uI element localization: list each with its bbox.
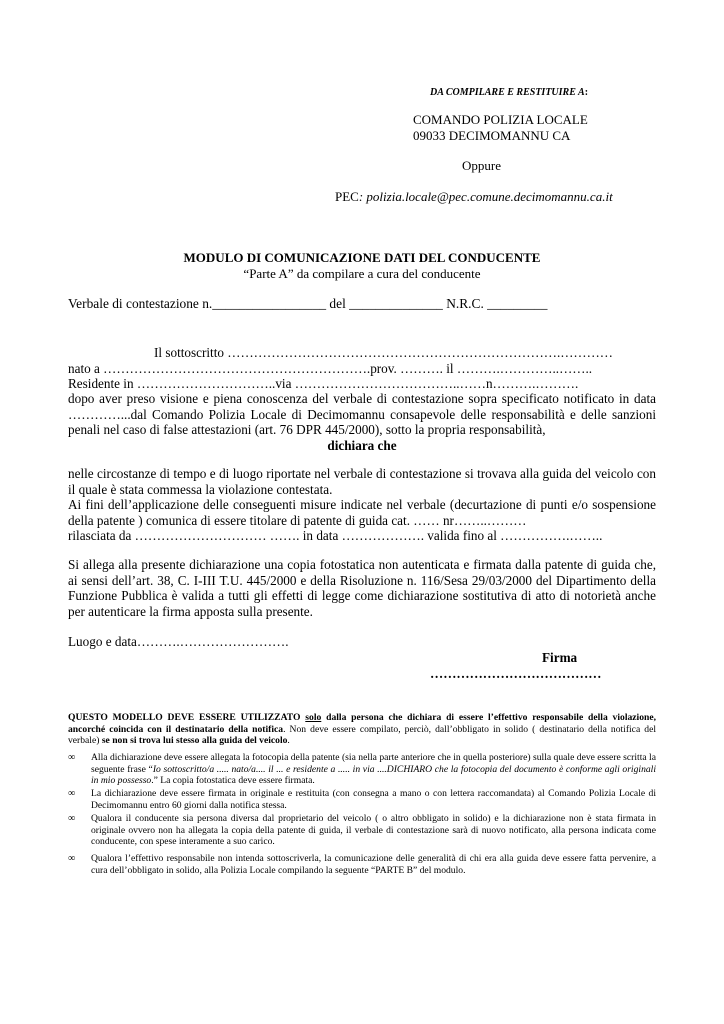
verbale-line: Verbale di contestazione n._________________ del ______________ N.R.C. _________ xyxy=(68,296,548,311)
firma-line: ………………………………… xyxy=(430,666,602,681)
form-title: MODULO DI COMUNICAZIONE DATI DEL CONDUCENTE xyxy=(183,250,541,265)
license-paragraph: Ai fini dell’applicazione delle conseguenti misure indicate nel verbale (decurtazione di punti e/o sospensione della patente ) comunica di essere titolare di patente di guida cat. …… nr……..……… xyxy=(68,497,656,528)
luogo-data-line: Luogo e data……….……………………. xyxy=(68,634,289,649)
nato-line: nato a …………………………………………………….prov. ………. il ……….…………..…….. xyxy=(68,361,593,376)
bullet-icon: ∞ xyxy=(68,788,76,799)
note-item-photocopy: Alla dichiarazione deve essere allegata la fotocopia della patente (sia nella parte anteriore che in quella posteriore) sulla quale deve essere scritta la seguente frase “Io sottoscritto/a ..... nato/a.... il ... e residente a ..... in via ....DICHIARO che la fotocopia del documento è conforme agli originali in mio possesso.” La copia fotostatica deve essere firmata. xyxy=(91,752,656,786)
firma-label: Firma xyxy=(542,650,578,665)
license-issued-line: rilasciata da ………………………… ……. in data ………………. valida fino al …………….…….. xyxy=(68,528,603,543)
residente-line: Residente in …………………………..via ………………………………..……n……….………. xyxy=(68,376,579,391)
note-item-renotify: Qualora il conducente sia persona diversa dal proprietario del veicolo ( o altro obbligato in solido) e la dichiarazione non è stata firmata in originale ovvero non ha allegata la copia della patente di guida, il verbale di contestazione sarà di nuovo notificato, alla persona indicata come conducente, con spese interamente a suo carico. xyxy=(91,813,656,847)
note-item-parte-b: Qualora l’effettivo responsabile non intenda sottoscriverla, la comunicazione delle generalità di chi era alla guida deve essere fatta pervenire, a cura dell’obbligato in solido, alla Polizia Locale compilando la seguente “PARTE B” del modulo. xyxy=(91,853,656,876)
usage-note: QUESTO MODELLO DEVE ESSERE UTILIZZATO solo dalla persona che dichiara di essere l’effettivo responsabile della violazione, ancorché coincida con il destinatario della notifica. Non deve essere compilato, perciò, dall’obbligato in solido ( destinatario della notifica del verbale) se non si trova lui stesso alla guida del veicolo. xyxy=(68,712,656,746)
oppure-text: Oppure xyxy=(462,158,501,173)
declaration-paragraph: dopo aver preso visione e piena conoscenza del verbale di contestazione sopra specificato notificato in data …………...dal Comando Polizia Locale di Decimomannu consapevole delle responsabilità e delle sanzioni penali nel caso di false attestazioni (art. 76 DPR 445/2000), sotto la propria responsabilità, xyxy=(68,391,656,437)
dichiara-heading: dichiara che xyxy=(327,438,397,453)
pec-address: PEC: polizia.locale@pec.comune.decimomannu.ca.it xyxy=(335,189,613,204)
circumstances-paragraph: nelle circostanze di tempo e di luogo riportate nel verbale di contestazione si trovava alla guida del veicolo con il quale è stata commessa la violazione contestata. xyxy=(68,466,656,497)
address-line-2: 09033 DECIMOMANNU CA xyxy=(413,128,571,143)
bullet-icon: ∞ xyxy=(68,813,76,824)
address-line-1: COMANDO POLIZIA LOCALE xyxy=(413,112,588,127)
return-to-label: DA COMPILARE E RESTITUIRE A: xyxy=(430,87,589,98)
note-item-signature: La dichiarazione deve essere firmata in originale e restituita (con consegna a mano o con lettera raccomandata) al Comando Polizia Locale di Decimomannu entro 60 giorni dalla notifica stessa. xyxy=(91,788,656,811)
attachment-paragraph: Si allega alla presente dichiarazione una copia fotostatica non autenticata e firmata dalla patente di guida che, ai sensi dell’art. 38, C. I-III T.U. 445/2000 e della Risoluzione n. 116/Sesa 29/03/2000 del Dipartimento della Funzione Pubblica è valida a tutti gli effetti di legge come dichiarazione sostitutiva di atto di notorietà anche per autenticare la firma apposta sulla presente. xyxy=(68,557,656,619)
form-subtitle: “Parte A” da compilare a cura del conducente xyxy=(243,266,481,281)
sottoscritto-line: Il sottoscritto ………………………………………………………………….………… xyxy=(154,345,613,360)
bullet-icon: ∞ xyxy=(68,752,76,763)
bullet-icon: ∞ xyxy=(68,853,76,864)
